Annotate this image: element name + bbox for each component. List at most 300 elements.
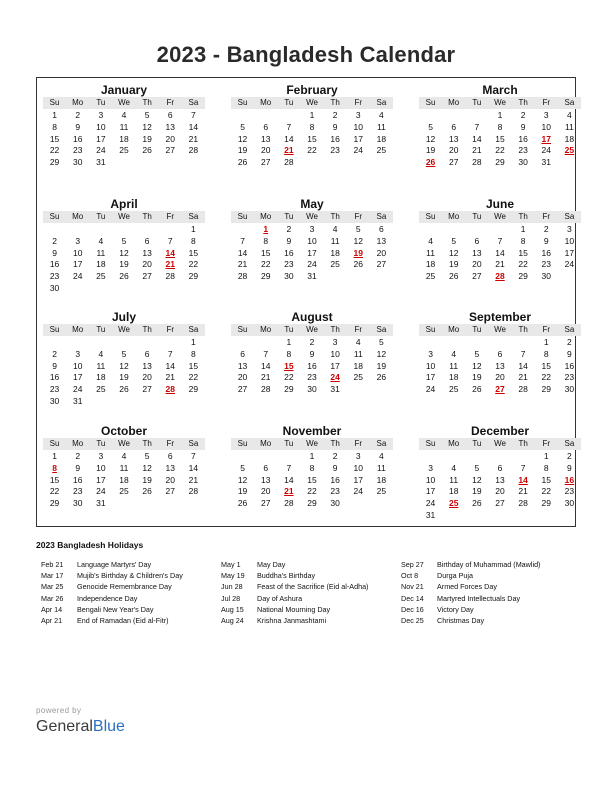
holiday-name: May Day: [257, 560, 286, 569]
day-cell: 10: [72, 360, 83, 371]
day-cell: 5: [428, 121, 433, 132]
day-cell: 10: [425, 474, 436, 485]
day-cell: 31: [425, 509, 436, 520]
day-cell: 18: [353, 360, 363, 371]
month-grid: [231, 324, 393, 396]
holiday-name: Genocide Remembrance Day: [77, 582, 172, 592]
empty-day-cell: [419, 337, 442, 349]
day-cell: 28: [518, 498, 528, 509]
month-april: [43, 197, 205, 295]
day-cell: 5: [379, 337, 384, 347]
day-cell: 18: [376, 474, 387, 485]
day-cell: 21: [165, 372, 175, 383]
day-cell: 18: [448, 372, 459, 383]
day-cell: 3: [355, 451, 361, 461]
day-cell: 1: [286, 337, 292, 347]
day-cell: 25: [448, 384, 459, 395]
holiday-name: Feast of the Sacrifice (Eid al-Adha): [257, 582, 369, 592]
day-cell: 16: [72, 133, 83, 144]
day-cell: 7: [520, 462, 526, 473]
day-cell: 20: [260, 145, 271, 156]
day-cell: 13: [376, 235, 387, 246]
day-cell: 8: [309, 462, 315, 473]
day-cell: 17: [96, 474, 106, 485]
empty-day-cell: [66, 337, 89, 349]
holiday-column: [221, 559, 368, 626]
day-cell: 29: [541, 384, 551, 395]
weekday-label: Fr: [159, 438, 182, 450]
day-cell: 14: [472, 133, 482, 144]
day-cell: 19: [119, 259, 129, 270]
day-cell: 9: [567, 462, 572, 473]
holiday-day: 24: [330, 372, 340, 383]
day-cell: 6: [474, 235, 480, 246]
day-cell: 3: [355, 110, 361, 120]
weekday-label: We: [300, 97, 323, 109]
day-cell: 31: [307, 271, 317, 282]
month-november: [231, 424, 393, 510]
weekday-label: Su: [43, 438, 66, 450]
month-grid: [419, 211, 581, 283]
day-cell: 23: [518, 145, 528, 156]
empty-day-cell: [112, 337, 135, 349]
day-cell: 11: [330, 235, 340, 246]
day-cell: 10: [96, 121, 106, 132]
day-cell: 15: [307, 474, 317, 485]
day-cell: 14: [237, 247, 248, 258]
day-cell: 23: [564, 486, 575, 497]
day-cell: 17: [353, 133, 363, 144]
day-cell: 12: [142, 462, 152, 473]
weekday-label: Th: [324, 324, 347, 336]
day-cell: 17: [330, 360, 340, 371]
day-cell: 4: [121, 110, 127, 120]
day-cell: 15: [188, 360, 199, 371]
day-cell: 24: [72, 384, 83, 395]
empty-day-cell: [465, 224, 488, 236]
day-cell: 3: [98, 451, 104, 461]
weekday-label: Fr: [535, 211, 558, 223]
empty-day-cell: [442, 337, 465, 349]
day-cell: 12: [448, 247, 459, 258]
day-cell: 4: [428, 235, 433, 246]
day-cell: 19: [472, 486, 482, 497]
holiday-column: [401, 559, 540, 626]
weekday-label: Tu: [89, 97, 112, 109]
weekday-label: We: [300, 211, 323, 223]
month-title: July: [111, 310, 136, 324]
day-cell: 4: [567, 110, 572, 120]
day-cell: 25: [330, 259, 340, 270]
holiday-entry: [221, 559, 368, 570]
holiday-entry: [401, 604, 540, 615]
weekday-label: Mo: [66, 211, 89, 223]
day-cell: 28: [284, 157, 294, 168]
month-june: [419, 197, 581, 283]
month-january: [43, 83, 205, 169]
day-cell: 30: [284, 271, 294, 282]
day-cell: 2: [309, 337, 315, 347]
holiday-name: Armed Forces Day: [437, 582, 497, 592]
weekday-label: Mo: [442, 438, 465, 450]
day-cell: 5: [121, 348, 127, 359]
day-cell: 30: [564, 498, 575, 509]
day-cell: 26: [237, 157, 248, 168]
weekday-label: Mo: [254, 97, 277, 109]
empty-day-cell: [419, 451, 442, 463]
day-cell: 30: [330, 498, 340, 509]
day-cell: 10: [307, 235, 317, 246]
holiday-date: May 1: [221, 560, 241, 569]
day-cell: 10: [425, 360, 436, 371]
holiday-day: 17: [541, 133, 551, 144]
empty-day-cell: [277, 110, 300, 122]
day-cell: 26: [376, 372, 387, 383]
weekday-label: We: [300, 438, 323, 450]
day-cell: 5: [451, 235, 457, 246]
day-cell: 17: [425, 372, 436, 383]
day-cell: 22: [495, 145, 505, 156]
weekday-label: Tu: [277, 324, 300, 336]
day-cell: 16: [284, 247, 294, 258]
weekday-label: Mo: [442, 97, 465, 109]
day-cell: 21: [237, 259, 248, 270]
empty-day-cell: [465, 451, 488, 463]
holiday-entry: [41, 570, 183, 581]
day-cell: 7: [286, 462, 292, 473]
day-cell: 3: [428, 348, 433, 359]
weekday-label: We: [112, 438, 135, 450]
month-grid: [419, 97, 581, 169]
day-cell: 13: [472, 247, 482, 258]
weekday-label: Fr: [535, 324, 558, 336]
day-cell: 11: [353, 348, 363, 359]
day-cell: 31: [96, 498, 106, 509]
holiday-day: 14: [518, 474, 528, 485]
day-cell: 14: [260, 360, 271, 371]
day-cell: 2: [543, 224, 549, 234]
day-cell: 11: [119, 462, 129, 473]
day-cell: 23: [330, 145, 340, 156]
weekday-label: Sa: [370, 211, 393, 223]
holiday-day: 25: [564, 145, 575, 156]
day-cell: 18: [564, 133, 575, 144]
month-title: March: [482, 83, 518, 97]
page-title: 2023 - Bangladesh Calendar: [156, 42, 456, 67]
day-cell: 3: [75, 348, 81, 359]
weekday-label: Fr: [159, 324, 182, 336]
day-cell: 8: [520, 235, 526, 246]
day-cell: 27: [260, 157, 271, 168]
holiday-name: Birthday of Muhammad (Mawlid): [437, 560, 541, 569]
day-cell: 25: [353, 372, 363, 383]
day-cell: 9: [52, 247, 57, 258]
holiday-day: 28: [165, 384, 175, 395]
brand-general-text: General: [36, 718, 93, 735]
day-cell: 11: [377, 121, 386, 132]
day-cell: 20: [142, 372, 152, 383]
day-cell: 25: [376, 486, 387, 497]
day-cell: 25: [425, 271, 436, 282]
holiday-entry: [41, 581, 183, 592]
weekday-label: Th: [136, 324, 159, 336]
month-february: [231, 83, 393, 169]
day-cell: 11: [449, 474, 459, 485]
day-cell: 21: [188, 474, 199, 485]
day-cell: 28: [472, 157, 482, 168]
month-september: [419, 310, 581, 396]
holiday-entry: [221, 615, 368, 626]
day-cell: 8: [309, 121, 315, 132]
weekday-label: Su: [231, 97, 254, 109]
day-cell: 18: [425, 259, 436, 270]
day-cell: 7: [191, 110, 196, 120]
day-cell: 9: [332, 121, 338, 132]
powered-by-text: powered by: [36, 706, 82, 715]
day-cell: 22: [541, 372, 551, 383]
day-cell: 27: [472, 271, 482, 282]
day-cell: 24: [541, 145, 551, 156]
day-cell: 25: [96, 384, 106, 395]
day-cell: 6: [451, 121, 457, 132]
day-cell: 7: [286, 121, 292, 132]
day-cell: 14: [518, 360, 528, 371]
holiday-date: Nov 21: [401, 582, 424, 592]
day-cell: 31: [541, 157, 551, 168]
day-cell: 6: [144, 235, 150, 246]
holiday-day: 16: [564, 474, 575, 485]
holiday-day: 28: [495, 271, 505, 282]
month-title: October: [100, 424, 147, 438]
day-cell: 26: [448, 271, 459, 282]
day-cell: 15: [49, 133, 60, 144]
weekday-label: Su: [231, 324, 254, 336]
holiday-date: Mar 26: [41, 593, 64, 603]
day-cell: 20: [376, 247, 387, 258]
month-march: [419, 83, 581, 169]
day-cell: 2: [567, 337, 572, 347]
month-grid: [43, 97, 205, 169]
day-cell: 24: [96, 145, 106, 156]
day-cell: 10: [564, 235, 575, 246]
holiday-day: 19: [353, 247, 363, 258]
weekday-label: Sa: [558, 324, 581, 336]
month-title: January: [100, 83, 148, 97]
month-title: November: [282, 424, 342, 438]
empty-day-cell: [442, 224, 465, 236]
empty-day-cell: [488, 451, 511, 463]
weekday-label: Mo: [254, 211, 277, 223]
month-grid: [231, 438, 393, 510]
day-cell: 5: [121, 235, 127, 246]
day-cell: 2: [567, 451, 572, 461]
weekday-label: Mo: [254, 324, 277, 336]
weekday-label: Mo: [442, 211, 465, 223]
month-title: May: [300, 197, 324, 211]
weekday-label: Su: [43, 324, 66, 336]
day-cell: 24: [425, 384, 436, 395]
day-cell: 11: [565, 121, 574, 132]
day-cell: 12: [142, 121, 152, 132]
holiday-day: 21: [165, 259, 175, 270]
day-cell: 29: [495, 157, 505, 168]
holiday-name: Victory Day: [437, 604, 474, 614]
day-cell: 18: [119, 133, 129, 144]
day-cell: 6: [144, 348, 150, 359]
day-cell: 11: [96, 360, 106, 371]
day-cell: 6: [167, 110, 173, 120]
weekday-label: Sa: [370, 324, 393, 336]
day-cell: 19: [425, 145, 436, 156]
weekday-label: Th: [136, 211, 159, 223]
weekday-label: Th: [512, 324, 535, 336]
day-cell: 8: [191, 235, 196, 246]
day-cell: 25: [119, 486, 129, 497]
holiday-entry: [41, 604, 183, 615]
weekday-label: Tu: [465, 324, 488, 336]
day-cell: 12: [237, 474, 248, 485]
day-cell: 22: [307, 145, 317, 156]
day-cell: 4: [121, 451, 127, 461]
day-cell: 8: [543, 462, 549, 473]
day-cell: 21: [188, 133, 199, 144]
day-cell: 5: [144, 110, 150, 120]
day-cell: 11: [426, 247, 435, 258]
day-cell: 11: [377, 462, 386, 473]
day-cell: 6: [263, 462, 269, 473]
day-cell: 19: [448, 259, 459, 270]
day-cell: 19: [237, 145, 248, 156]
day-cell: 26: [119, 271, 129, 282]
day-cell: 13: [448, 133, 459, 144]
day-cell: 18: [330, 247, 340, 258]
holiday-date: Feb 21: [41, 560, 64, 569]
empty-day-cell: [419, 110, 442, 122]
day-cell: 8: [286, 348, 292, 359]
day-cell: 29: [260, 271, 271, 282]
day-cell: 9: [520, 121, 526, 132]
day-cell: 12: [472, 474, 482, 485]
holidays-title: 2023 Bangladesh Holidays: [36, 540, 144, 550]
day-cell: 30: [49, 282, 60, 293]
weekday-label: Tu: [89, 324, 112, 336]
day-cell: 14: [188, 121, 199, 132]
empty-day-cell: [442, 110, 465, 122]
holiday-entry: [401, 581, 540, 592]
day-cell: 22: [49, 486, 60, 497]
holiday-name: Christmas Day: [437, 615, 485, 625]
holiday-date: Aug 24: [221, 615, 244, 625]
weekday-label: Su: [43, 211, 66, 223]
holiday-entry: [41, 559, 183, 570]
day-cell: 13: [237, 360, 248, 371]
weekday-label: Mo: [254, 438, 277, 450]
day-cell: 8: [191, 348, 196, 359]
holiday-name: Bengali New Year's Day: [77, 604, 154, 614]
generalblue-logo[interactable]: [36, 718, 125, 736]
day-cell: 1: [309, 110, 315, 120]
day-cell: 23: [564, 372, 575, 383]
holiday-date: Sep 27: [401, 560, 424, 569]
day-cell: 3: [428, 462, 433, 473]
weekday-label: We: [488, 211, 511, 223]
day-cell: 15: [188, 247, 199, 258]
day-cell: 5: [240, 121, 245, 132]
empty-day-cell: [231, 224, 254, 236]
month-title: April: [110, 197, 138, 211]
day-cell: 13: [142, 360, 152, 371]
holiday-name: Krishna Janmashtami: [257, 615, 327, 625]
day-cell: 4: [355, 337, 361, 347]
month-grid: [43, 438, 205, 510]
empty-day-cell: [89, 224, 112, 236]
day-cell: 24: [307, 259, 317, 270]
weekday-label: Tu: [277, 211, 300, 223]
weekday-label: Tu: [465, 97, 488, 109]
day-cell: 20: [237, 372, 248, 383]
day-cell: 5: [240, 462, 245, 473]
day-cell: 31: [330, 384, 340, 395]
day-cell: 12: [472, 360, 482, 371]
day-cell: 28: [188, 486, 199, 497]
day-cell: 10: [72, 247, 83, 258]
holiday-entry: [221, 570, 368, 581]
day-cell: 23: [330, 486, 340, 497]
holiday-entry: [221, 604, 368, 615]
weekday-label: Sa: [370, 97, 393, 109]
day-cell: 23: [72, 145, 83, 156]
day-cell: 14: [188, 462, 199, 473]
month-grid: [43, 211, 205, 295]
day-cell: 23: [49, 384, 60, 395]
day-cell: 26: [119, 384, 129, 395]
day-cell: 3: [332, 337, 338, 347]
holiday-day: 1: [263, 224, 269, 234]
empty-day-cell: [89, 337, 112, 349]
calendar-frame: [36, 77, 576, 527]
day-cell: 28: [165, 271, 175, 282]
day-cell: 5: [474, 348, 480, 359]
weekday-label: Th: [324, 211, 347, 223]
empty-day-cell: [159, 337, 182, 349]
empty-day-cell: [512, 337, 535, 349]
day-cell: 24: [96, 486, 106, 497]
day-cell: 13: [260, 133, 271, 144]
holiday-day: 27: [495, 384, 505, 395]
holiday-name: Independence Day: [77, 593, 138, 603]
day-cell: 21: [518, 486, 528, 497]
holiday-day: 8: [52, 462, 57, 473]
day-cell: 4: [451, 348, 457, 359]
day-cell: 24: [425, 498, 436, 509]
weekday-label: Sa: [182, 324, 205, 336]
weekday-label: Sa: [558, 211, 581, 223]
weekday-label: Sa: [370, 438, 393, 450]
holiday-entry: [401, 593, 540, 604]
day-cell: 15: [541, 474, 551, 485]
day-cell: 27: [495, 498, 505, 509]
day-cell: 9: [567, 348, 572, 359]
holiday-date: Mar 17: [41, 571, 64, 581]
day-cell: 16: [307, 360, 317, 371]
weekday-label: Tu: [465, 438, 488, 450]
empty-day-cell: [66, 224, 89, 236]
month-october: [43, 424, 205, 510]
day-cell: 2: [332, 110, 338, 120]
day-cell: 2: [52, 235, 57, 246]
day-cell: 6: [379, 224, 384, 234]
day-cell: 17: [425, 486, 436, 497]
